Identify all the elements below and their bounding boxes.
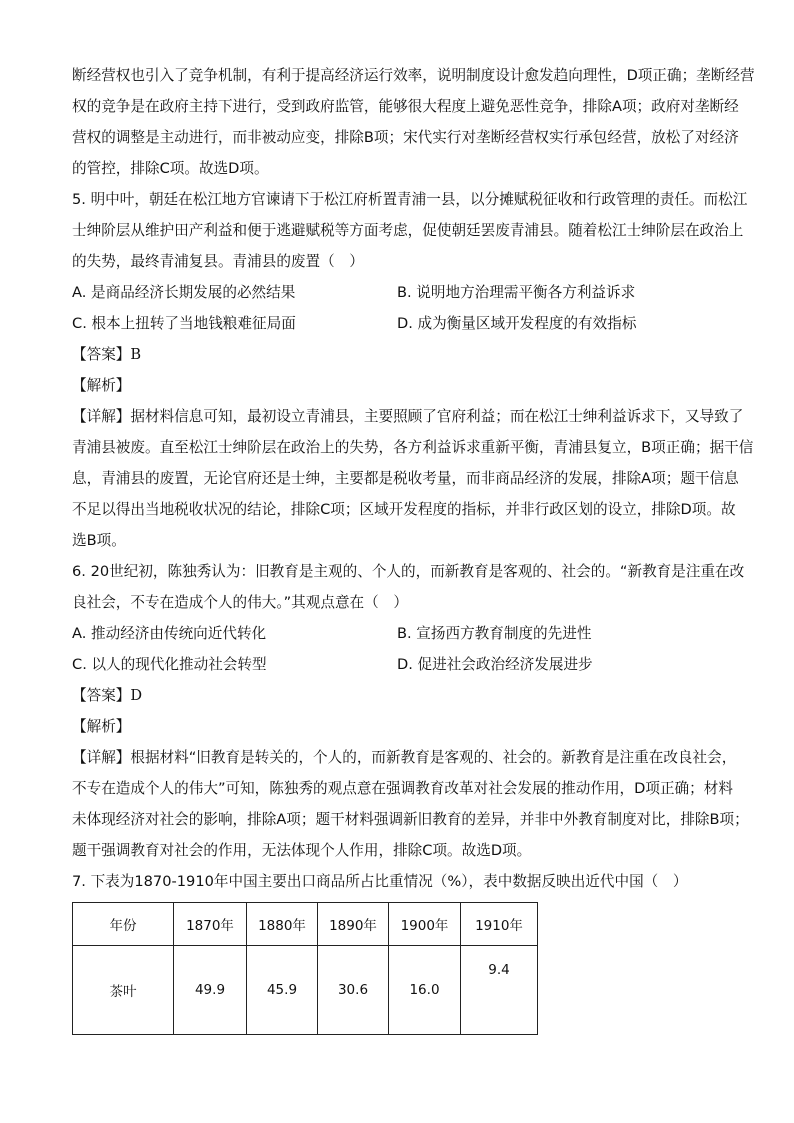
question-stem-line: 士绅阶层从维护田产利益和便于逃避赋税等方面考虑，促使朝廷罢废青浦县。随着松江士绅阶层在政治上 bbox=[72, 222, 744, 239]
option-b: B. 说明地方治理需平衡各方利益诉求 bbox=[397, 284, 636, 301]
table-cell: 茶叶 bbox=[73, 946, 174, 1035]
detail-line: 不足以得出当地税收状况的结论，排除C项；区域开发程度的指标，并非行政区划的设立，排除D项。故 bbox=[72, 501, 736, 518]
analysis-label: 【解析】 bbox=[72, 718, 131, 735]
detail-line: 不专在造成个人的伟大”可知，陈独秀的观点意在强调教育改革对社会发展的推动作用，D项正确；材料 bbox=[72, 780, 733, 797]
option-d: D. 成为衡量区域开发程度的有效指标 bbox=[397, 315, 637, 332]
table-header-row bbox=[73, 903, 538, 946]
text-line: 的管控，排除C项。故选D项。 bbox=[72, 160, 269, 177]
question-5 bbox=[72, 184, 754, 556]
options-row bbox=[72, 618, 732, 649]
option-a: A. 是商品经济长期发展的必然结果 bbox=[72, 284, 296, 301]
option-c: C. 根本上扭转了当地钱粮难征局面 bbox=[72, 315, 296, 332]
table-cell: 9.4 bbox=[461, 946, 538, 1035]
detail-line: 息，青浦县的废置，无论官府还是士绅，主要都是税收考量，而非商品经济的发展，排除A项；题干信息 bbox=[72, 470, 739, 487]
table-cell: 30.6 bbox=[318, 946, 389, 1035]
previous-explanation bbox=[72, 60, 755, 184]
table-header-cell: 1870年 bbox=[174, 903, 247, 946]
detail-line: 未体现经济对社会的影响，排除A项；题干材料强调新旧教育的差异，并非中外教育制度对比，排除B项； bbox=[72, 811, 749, 828]
table-row bbox=[73, 946, 538, 1035]
answer-label: 【答案】 bbox=[72, 346, 131, 363]
question-6 bbox=[72, 556, 749, 866]
options-row bbox=[72, 308, 732, 339]
table-cell: 49.9 bbox=[174, 946, 247, 1035]
question-stem-line: 的失势，最终青浦复县。青浦县的废置（ ） bbox=[72, 253, 364, 270]
detail-line: 【详解】据材料信息可知，最初设立青浦县，主要照顾了官府利益；而在松江士绅利益诉求下，又导致了 bbox=[72, 408, 744, 425]
table-header-cell: 年份 bbox=[73, 903, 174, 946]
table-cell: 45.9 bbox=[247, 946, 318, 1035]
option-d: D. 促进社会政治经济发展进步 bbox=[397, 656, 593, 673]
table-header-cell: 1900年 bbox=[389, 903, 461, 946]
answer-value: B bbox=[130, 346, 142, 363]
analysis-label: 【解析】 bbox=[72, 377, 131, 394]
question-stem-line: 7. 下表为1870-1910年中国主要出口商品所占比重情况（%），表中数据反映出近代中国（ ） bbox=[72, 873, 688, 890]
document-page bbox=[72, 60, 755, 897]
table-header-cell: 1910年 bbox=[461, 903, 538, 946]
detail-line: 题干强调教育对社会的作用，无法体现个人作用，排除C项。故选D项。 bbox=[72, 842, 532, 859]
answer-value: D bbox=[130, 687, 143, 704]
export-share-table bbox=[72, 902, 538, 1035]
table-header-cell: 1890年 bbox=[318, 903, 389, 946]
answer-line bbox=[72, 680, 732, 711]
options-row bbox=[72, 649, 732, 680]
option-c: C. 以人的现代化推动社会转型 bbox=[72, 656, 267, 673]
answer-label: 【答案】 bbox=[72, 687, 131, 704]
table-cell: 16.0 bbox=[389, 946, 461, 1035]
question-stem-line: 5. 明中叶，朝廷在松江地方官谏请下于松江府析置青浦一县，以分摊赋税征收和行政管理的责任。而松江 bbox=[72, 191, 748, 208]
option-a: A. 推动经济由传统向近代转化 bbox=[72, 625, 267, 642]
question-7 bbox=[72, 866, 732, 897]
detail-line: 【详解】根据材料“旧教育是转关的，个人的，而新教育是客观的、社会的。新教育是注重在改良社会， bbox=[72, 749, 737, 766]
options-row bbox=[72, 277, 732, 308]
table-header-cell: 1880年 bbox=[247, 903, 318, 946]
question-stem-line: 良社会，不专在造成个人的伟大。”其观点意在（ ） bbox=[72, 594, 408, 611]
question-stem-line: 6. 20世纪初，陈独秀认为：旧教育是主观的、个人的，而新教育是客观的、社会的。“新教育是注重在改 bbox=[72, 563, 745, 580]
text-line: 营权的调整是主动进行，而非被动应变，排除B项；宋代实行对垄断经营权实行承包经营，放松了对经济 bbox=[72, 129, 739, 146]
detail-line: 选B项。 bbox=[72, 532, 126, 549]
option-b: B. 宣扬西方教育制度的先进性 bbox=[397, 625, 592, 642]
detail-line: 青浦县被废。直至松江士绅阶层在政治上的失势，各方利益诉求重新平衡，青浦县复立，B项正确；据干信 bbox=[72, 439, 754, 456]
text-line: 权的竞争是在政府主持下进行，受到政府监管，能够很大程度上避免恶性竞争，排除A项；政府对垄断经 bbox=[72, 98, 739, 115]
text-line: 断经营权也引入了竞争机制，有利于提高经济运行效率，说明制度设计愈发趋向理性，D项正确；垄断经营 bbox=[72, 67, 755, 84]
answer-line bbox=[72, 339, 732, 370]
